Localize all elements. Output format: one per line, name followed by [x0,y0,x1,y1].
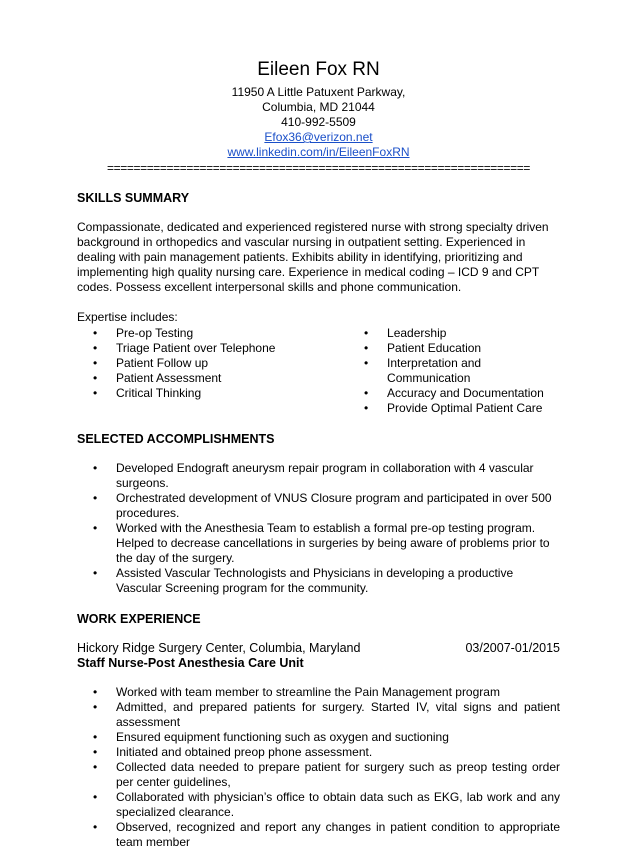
expertise-label: Expertise includes: [77,310,178,324]
list-item: • Ensured equipment functioning such as oxygen and suctioning [93,730,560,745]
list-item: • Observed, recognized and report any changes in patient condition to appropriate team member [93,820,560,850]
list-item: • Developed Endograft aneurysm repair program in collaboration with 4 vascular surgeons. [93,461,560,491]
phone-number: 410-992-5509 [281,115,356,129]
work-section-title: WORK EXPERIENCE [77,612,201,626]
list-item: • Collaborated with physician’s office to obtain data such as EKG, lab work and any specialized clearance. [93,790,560,820]
list-item: • Initiated and obtained preop phone assessment. [93,745,560,760]
list-item: • Patient Education [364,341,560,356]
linkedin-link[interactable]: www.linkedin.com/in/EileenFoxRN [227,145,410,159]
work-duties-list [77,685,560,850]
email-link[interactable]: Efox36@verizon.net [264,130,373,144]
list-item: • Pre-op Testing [93,326,343,341]
resume-header [77,0,560,175]
skills-summary: Compassionate, dedicated and experienced registered nurse with strong specialty driven background in orthopedics and vascular nursing in outpatient setting. Experienced in dealing with pain management patients. Exhibits ability in identifying, prioritizing and implementing high quality nursing care. Experience in medical coding – ICD 9 and CPT codes. Possess excellent interpersonal skills and phone communication. [77,220,549,294]
list-item: • Orchestrated development of VNUS Closure program and participated in over 500 procedures. [93,491,560,521]
list-item: • Admitted, and prepared patients for surgery. Started IV, vital signs and patient assessment [93,700,560,730]
list-item: • Accuracy and Documentation [364,386,560,401]
expertise-right-column [343,326,560,416]
list-item: • Patient Follow up [93,356,343,371]
list-item: • Assisted Vascular Technologists and Physicians in developing a productive Vascular Screening program for the community. [93,566,560,596]
list-item: • Provide Optimal Patient Care [364,401,560,416]
employer-name: Hickory Ridge Surgery Center, Columbia, Maryland [77,641,361,655]
list-item: • Leadership [364,326,560,341]
header-divider: ================================================================ [107,161,530,175]
expertise-list [77,326,560,416]
employment-dates: 03/2007-01/2015 [465,641,560,655]
skills-section-title: SKILLS SUMMARY [77,191,190,205]
expertise-left-column [77,326,343,416]
list-item: • Triage Patient over Telephone [93,341,343,356]
job-header [77,641,560,656]
list-item: • Critical Thinking [93,386,343,401]
list-item: • Worked with the Anesthesia Team to establish a formal pre-op testing program. Helped to decrease cancellations in surgeries by being aware of problems prior to the day of the surgery. [93,521,560,566]
candidate-name: Eileen Fox RN [257,59,380,80]
list-item: • Interpretation and Communication [364,356,560,386]
accomplishments-section-title: SELECTED ACCOMPLISHMENTS [77,432,275,446]
list-item: • Patient Assessment [93,371,343,386]
address-line-2: Columbia, MD 21044 [262,100,375,114]
address-line-1: 11950 A Little Patuxent Parkway, [231,85,406,99]
accomplishments-list [77,461,560,596]
job-position: Staff Nurse-Post Anesthesia Care Unit [77,656,304,670]
list-item: • Worked with team member to streamline the Pain Management program [93,685,560,700]
list-item: • Collected data needed to prepare patient for surgery such as preop testing order per center guidelines, [93,760,560,790]
